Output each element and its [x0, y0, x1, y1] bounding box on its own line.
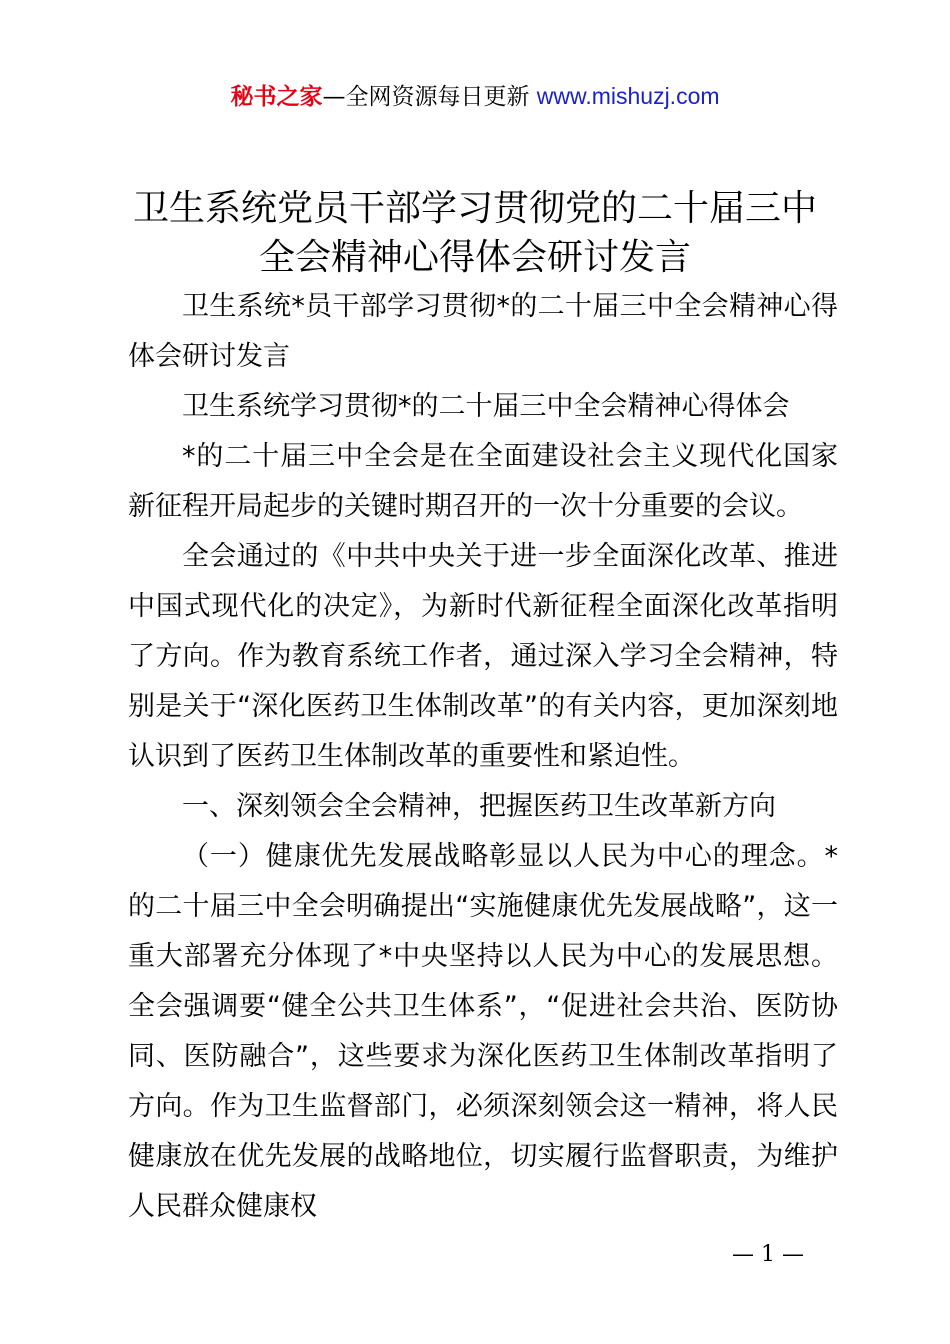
site-tagline: —全网资源每日更新 — [322, 84, 537, 110]
subtitle-paragraph: 卫生系统*员干部学习贯彻*的二十届三中全会精神心得体会研讨发言 — [128, 291, 838, 372]
document-title-line-2: 全会精神心得体会研讨发言 — [258, 237, 691, 278]
document-title — [100, 184, 850, 282]
section-heading: 一、深刻领会全会精神，把握医药卫生改革新方向 — [182, 791, 776, 822]
body-paragraph: （一）健康优先发展战略彰显以人民为中心的理念。*的二十届三中全会明确提出“实施健康优先发展战略”，这一重大部署充分体现了*中央坚持以人民为中心的发展思想。全会强调要“健全公共卫生体系”，“促进社会共治、医防协同、医防融合”，这些要求为深化医药卫生体制改革指明了方向。作为卫生监督部门，必须深刻领会这一精神，将人民健康放在优先发展的战略地位，切实履行监督职责，为维护人民群众健康权 — [128, 841, 838, 1222]
document-title-line-1: 卫生系统党员干部学习贯彻党的二十届三中 — [132, 188, 817, 229]
document-body — [128, 282, 838, 1232]
site-brand: 秘书之家 — [230, 84, 323, 110]
page-number: — 1 — — [732, 1242, 804, 1267]
subtitle-paragraph: 卫生系统学习贯彻*的二十届三中全会精神心得体会 — [182, 391, 790, 422]
body-paragraph: 全会通过的《中共中央关于进一步全面深化改革、推进中国式现代化的决定》，为新时代新征程全面深化改革指明了方向。作为教育系统工作者，通过深入学习全会精神，特别是关于“深化医药卫生体制改革”的有关内容，更加深刻地认识到了医药卫生体制改革的重要性和紧迫性。 — [128, 541, 838, 772]
body-paragraph: *的二十届三中全会是在全面建设社会主义现代化国家新征程开局起步的关键时期召开的一次十分重要的会议。 — [128, 441, 838, 522]
site-header — [0, 80, 950, 113]
site-url-link[interactable]: www.mishuzj.com — [536, 83, 720, 109]
